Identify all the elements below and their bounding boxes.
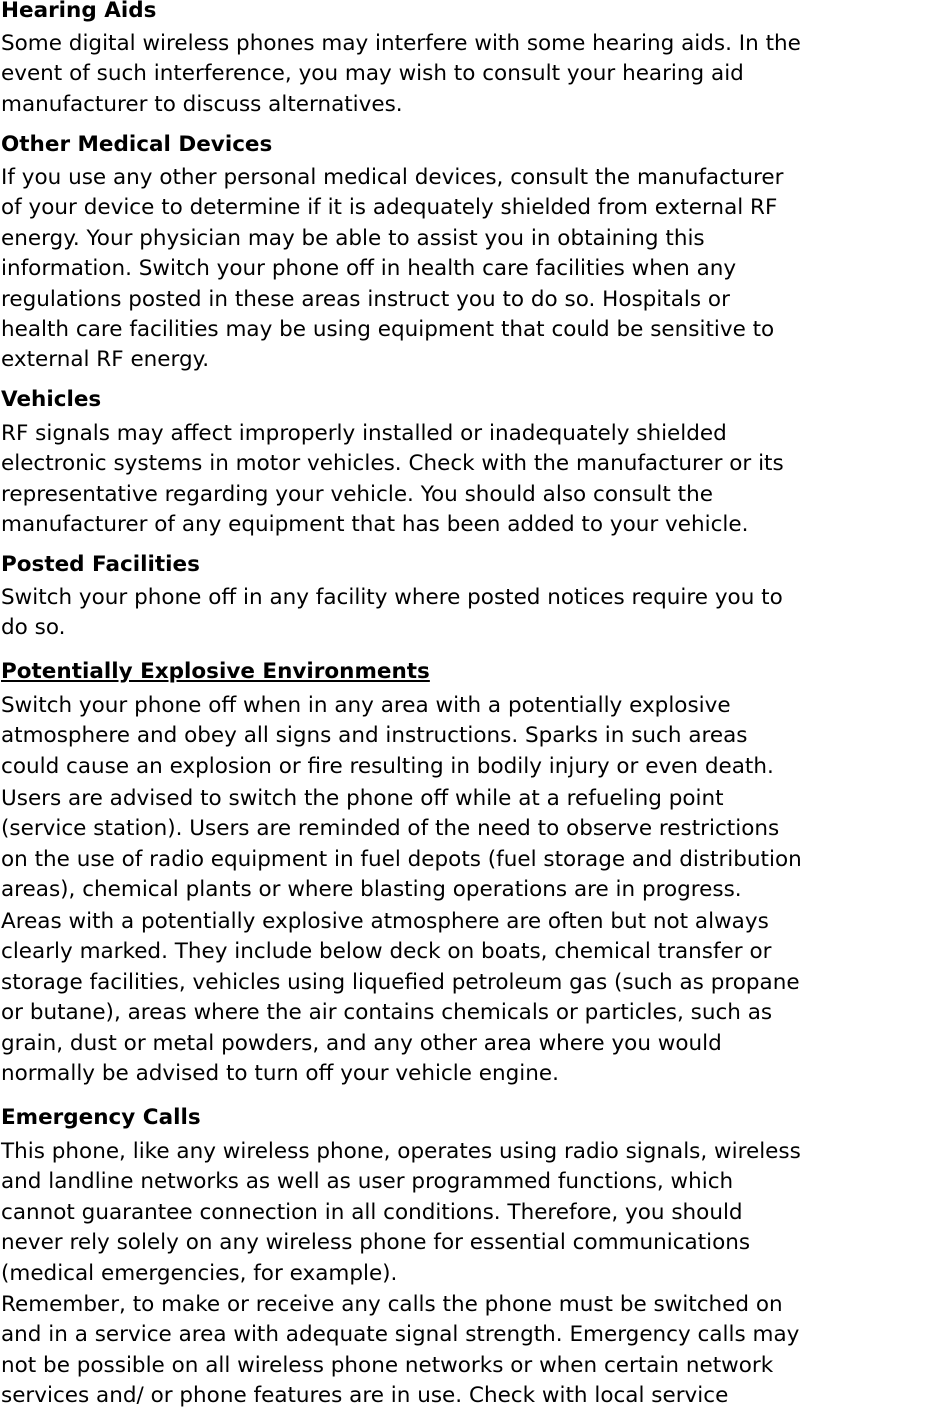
text-line: or butane), areas where the air contains chemicals or particles, such as — [1, 1000, 773, 1026]
text-line: Some digital wireless phones may interfere with some hearing aids. In the — [1, 31, 801, 56]
text-line: Switch your phone off when in any area with a potentially explosive — [1, 693, 731, 718]
heading-hearing-aids: Hearing Aids — [1, 0, 157, 23]
text-line: on the use of radio equipment in fuel depots (fuel storage and distribution — [1, 846, 802, 872]
paragraph-explosive-3 — [1, 907, 800, 1089]
paragraph-vehicles — [1, 419, 784, 541]
paragraph-emergency-1 — [1, 1137, 801, 1289]
text-line: areas), chemical plants or where blasting operations are in progress. — [1, 877, 742, 903]
heading-emergency-calls: Emergency Calls — [1, 1105, 201, 1130]
heading-potentially-explosive-environments: Potentially Explosive Environments — [1, 659, 430, 684]
text-line: RF signals may affect improperly installed or inadequately shielded — [1, 421, 727, 446]
text-line: services and/ or phone features are in use. Check with local service — [1, 1383, 729, 1409]
text-line: do so. — [1, 615, 66, 641]
text-line: storage facilities, vehicles using liquefied petroleum gas (such as propane — [1, 969, 800, 995]
text-line: health care facilities may be using equipment that could be sensitive to — [1, 317, 775, 343]
text-line: never rely solely on any wireless phone for essential communications — [1, 1230, 751, 1256]
text-line: atmosphere and obey all signs and instructions. Sparks in such areas — [1, 723, 748, 749]
text-line: and landline networks as well as user programmed functions, which — [1, 1169, 734, 1195]
paragraph-explosive-1 — [1, 691, 774, 782]
text-line: Remember, to make or receive any calls the phone must be switched on — [1, 1292, 783, 1317]
text-line: electronic systems in motor vehicles. Check with the manufacturer or its — [1, 451, 784, 477]
paragraph-posted-facilities — [1, 583, 783, 644]
text-line: (medical emergencies, for example). — [1, 1260, 398, 1286]
text-line: and in a service area with adequate signal strength. Emergency calls may — [1, 1322, 800, 1348]
text-line: Switch your phone off in any facility where posted notices require you to — [1, 585, 783, 610]
heading-posted-facilities: Posted Facilities — [1, 552, 200, 577]
text-line: clearly marked. They include below deck on boats, chemical transfer or — [1, 939, 772, 965]
text-line: cannot guarantee connection in all conditions. Therefore, you should — [1, 1199, 743, 1225]
text-line: manufacturer to discuss alternatives. — [1, 91, 403, 117]
paragraph-other-medical-devices — [1, 163, 783, 376]
text-line: Areas with a potentially explosive atmosphere are often but not always — [1, 909, 769, 934]
heading-vehicles: Vehicles — [1, 387, 102, 412]
text-line: could cause an explosion or fire resulting in bodily injury or even death. — [1, 753, 774, 779]
text-line: energy. Your physician may be able to assist you in obtaining this — [1, 225, 705, 251]
text-line: grain, dust or metal powders, and any other area where you would — [1, 1030, 722, 1056]
text-line: normally be advised to turn off your vehicle engine. — [1, 1061, 559, 1087]
paragraph-explosive-2 — [1, 784, 802, 906]
text-line: manufacturer of any equipment that has been added to your vehicle. — [1, 512, 749, 538]
heading-other-medical-devices: Other Medical Devices — [1, 132, 273, 157]
text-line: If you use any other personal medical devices, consult the manufacturer — [1, 165, 784, 190]
paragraph-emergency-2 — [1, 1290, 799, 1412]
text-line: This phone, like any wireless phone, operates using radio signals, wireless — [1, 1139, 801, 1164]
paragraph-hearing-aids — [1, 29, 801, 120]
text-line: (service station). Users are reminded of the need to observe restrictions — [1, 816, 780, 842]
text-line: of your device to determine if it is adequately shielded from external RF — [1, 195, 778, 221]
text-line: Users are advised to switch the phone off while at a refueling point — [1, 786, 724, 811]
text-line: regulations posted in these areas instruct you to do so. Hospitals or — [1, 286, 730, 312]
text-line: not be possible on all wireless phone networks or when certain network — [1, 1352, 774, 1378]
text-line: information. Switch your phone off in health care facilities when any — [1, 256, 737, 282]
text-line: external RF energy. — [1, 347, 210, 373]
text-line: event of such interference, you may wish to consult your hearing aid — [1, 61, 744, 87]
text-line: representative regarding your vehicle. You should also consult the — [1, 481, 713, 507]
